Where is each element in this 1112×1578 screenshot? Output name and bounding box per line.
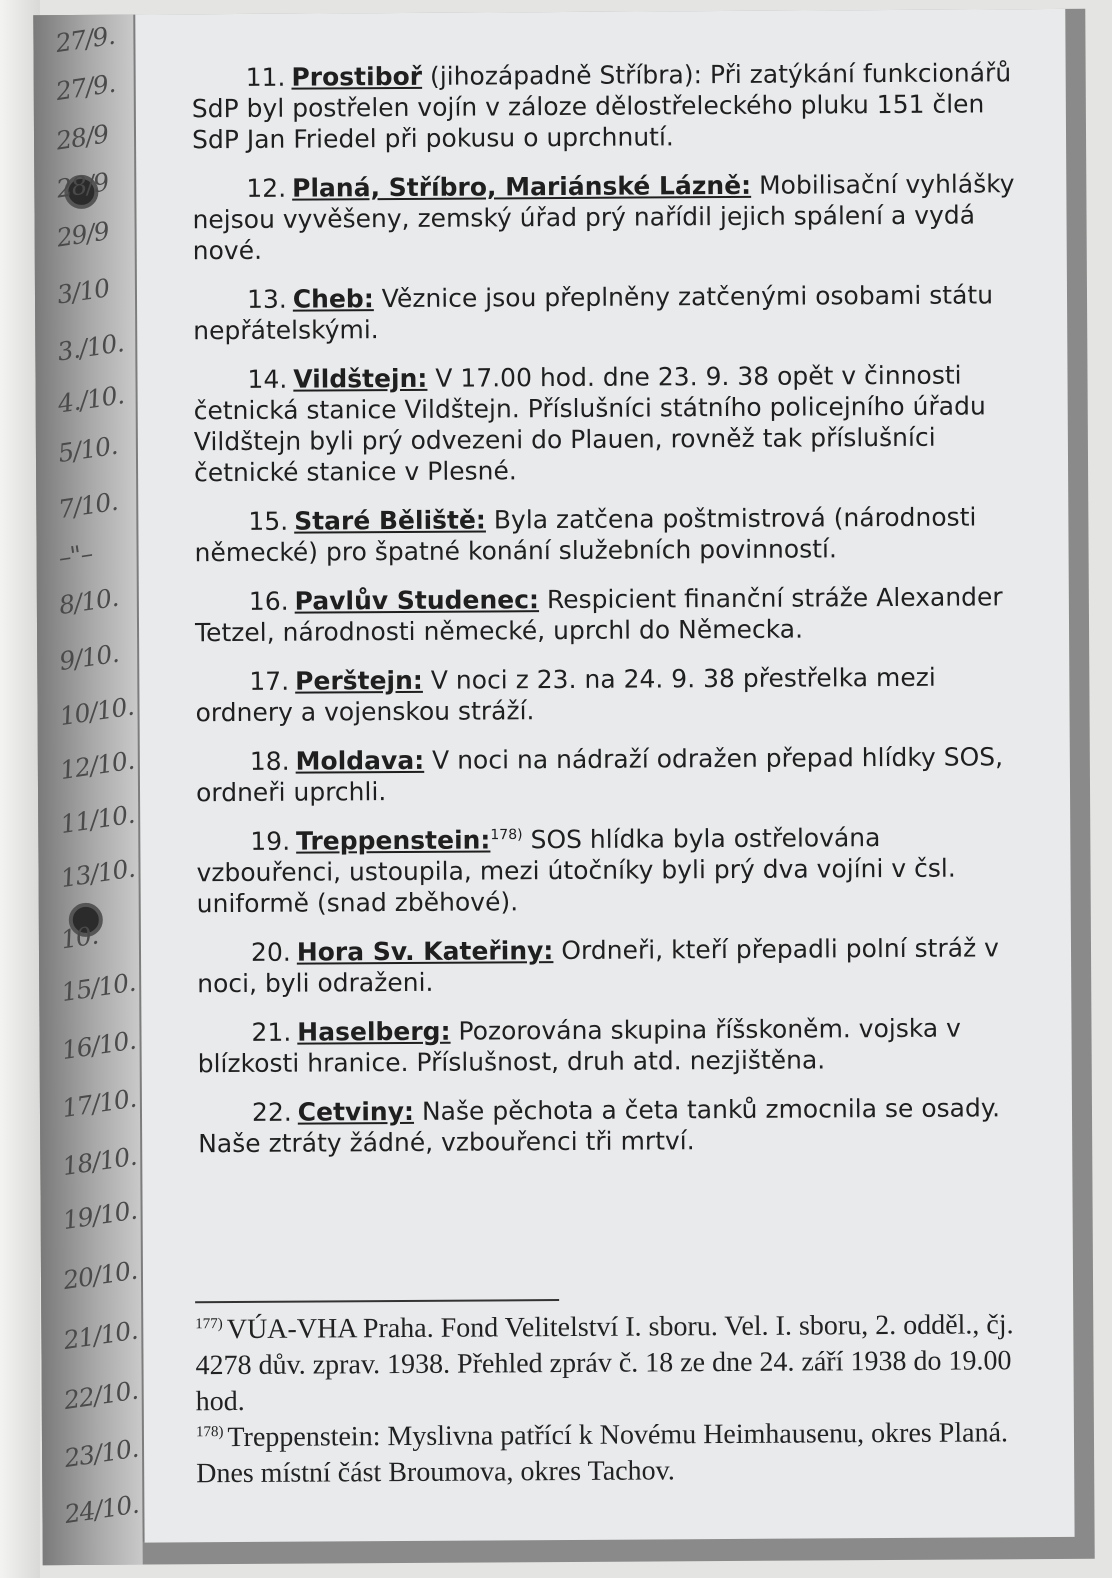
entry-number: 18. bbox=[249, 746, 290, 776]
report-entry bbox=[195, 581, 1025, 648]
report-entry bbox=[195, 661, 1025, 728]
margin-date: 22/10. bbox=[61, 1375, 140, 1416]
margin-date: 17/10. bbox=[60, 1083, 138, 1124]
document-page bbox=[133, 9, 1074, 1543]
entry-place: Treppenstein: bbox=[296, 825, 491, 856]
report-entry bbox=[196, 821, 1027, 919]
margin-date: 18/10. bbox=[60, 1141, 138, 1182]
entry-text: SOS hlídka byla ostřelována vzbouřenci, ustoupila, mezi útočníky byli prý dva vojíni v čsl. uniformě (snad zběhové). bbox=[196, 823, 956, 919]
entry-text: Pozorována skupina říšskoněm. vojska v blízkosti hranice. Příslušnost, druh atd. nezjištěna. bbox=[197, 1013, 962, 1079]
entry-place: Staré Běliště: bbox=[294, 505, 486, 536]
margin-date: –"– bbox=[56, 538, 95, 573]
footnote-mark: 177) bbox=[195, 1315, 223, 1332]
report-entry bbox=[193, 359, 1024, 488]
margin-date: 28/9 bbox=[54, 119, 110, 156]
margin-date: 27/9. bbox=[53, 68, 117, 107]
report-entry bbox=[193, 279, 1023, 346]
margin-date: 13/10. bbox=[58, 853, 137, 894]
entry-text: V noci na nádraží odražen přepad hlídky SOS, ordneři uprchli. bbox=[195, 742, 1004, 808]
margin-date: 16/10. bbox=[59, 1025, 138, 1066]
footnote-mark: 178) bbox=[195, 1423, 224, 1440]
entry-number: 21. bbox=[251, 1017, 292, 1047]
margin-date: 21/10. bbox=[61, 1315, 140, 1356]
entry-text: Věznice jsou přeplněny zatčenými osobami státu nepřátelskými. bbox=[193, 280, 994, 346]
margin-date: 29/9 bbox=[54, 216, 111, 253]
report-entry bbox=[192, 57, 1023, 155]
entry-number: 12. bbox=[246, 173, 287, 203]
report-entry bbox=[194, 501, 1024, 568]
margin-date: 27/9. bbox=[53, 20, 117, 59]
entry-number: 19. bbox=[250, 826, 291, 856]
margin-date: 4./10. bbox=[55, 380, 126, 419]
entry-text: Mobilisační vyhlášky nejsou vyvěšeny, zemský úřad prý nařídil jejich spálení a vydá nové. bbox=[192, 169, 1015, 266]
entry-place: Vildštejn: bbox=[293, 363, 428, 394]
entry-place: Haselberg: bbox=[297, 1016, 451, 1047]
entry-number: 22. bbox=[251, 1097, 292, 1127]
entry-place: Cheb: bbox=[292, 284, 374, 314]
entry-text: Naše pěchota a četa tanků zmocnila se osady. Naše ztráty žádné, vzbouřenci tři mrtví. bbox=[198, 1093, 1001, 1159]
footnote bbox=[195, 1307, 1046, 1420]
margin-date: 3/10 bbox=[55, 273, 111, 310]
margin-date: 15/10. bbox=[59, 967, 137, 1008]
entry-text: Ordneři, kteří přepadli polní stráž v noci, byli odraženi. bbox=[197, 933, 999, 999]
report-entry bbox=[197, 1012, 1027, 1079]
entry-number: 11. bbox=[245, 62, 286, 92]
report-entry bbox=[192, 168, 1023, 266]
entry-place: Hora Sv. Kateřiny: bbox=[296, 936, 554, 967]
page-frame bbox=[33, 9, 1094, 1565]
margin-date: 9/10. bbox=[57, 638, 121, 677]
footnote-text: Treppenstein: Myslivna patřící k Novému Heimhausenu, okres Planá. Dnes místní část Broumova, okres Tachov. bbox=[196, 1417, 1009, 1490]
margin-date: 7/10. bbox=[56, 486, 120, 525]
entry-place: Cetviny: bbox=[297, 1096, 415, 1127]
margin-date: 19/10. bbox=[60, 1195, 139, 1236]
date-margin bbox=[33, 15, 142, 1566]
margin-date: 5/10. bbox=[56, 430, 119, 469]
report-entry bbox=[197, 932, 1027, 999]
entry-text: V 17.00 hod. dne 23. 9. 38 opět v činnosti četnická stanice Vildštejn. Příslušníci státního policejního úřadu Vildštejn byli prý odvezeni do Plauen, rovněž tak příslušníci četnické stanice v Plesné. bbox=[193, 360, 986, 488]
margin-date: 10. bbox=[58, 920, 100, 955]
entry-place: Prostiboř bbox=[291, 61, 423, 92]
report-entry bbox=[196, 741, 1026, 808]
footnote-reference: 178) bbox=[490, 826, 523, 844]
entry-number: 13. bbox=[246, 284, 287, 314]
footnote bbox=[196, 1415, 1046, 1492]
margin-date: 24/10. bbox=[62, 1489, 141, 1530]
margin-date: 28/9 bbox=[54, 167, 111, 204]
entry-place: Moldava: bbox=[295, 745, 425, 776]
entry-place: Perštejn: bbox=[295, 665, 423, 696]
entry-number: 15. bbox=[248, 506, 289, 536]
footnote-text: VÚA-VHA Praha. Fond Velitelství I. sboru. Vel. I. sboru, 2. odděl., čj. 4278 dův. zprav. 1938. Přehled zpráv č. 18 ze dne 24. září 1938 do 19.00 hod. bbox=[195, 1309, 1014, 1418]
entry-number: 20. bbox=[250, 937, 291, 967]
footnotes bbox=[195, 1307, 1046, 1492]
entry-number: 16. bbox=[248, 586, 289, 616]
report-entry bbox=[198, 1092, 1028, 1159]
entry-text: Respicient finanční stráže Alexander Tetzel, národnosti německé, uprchl do Německa. bbox=[194, 582, 1003, 648]
entry-number: 17. bbox=[249, 666, 290, 696]
entry-text: Byla zatčena poštmistrová (národnosti německé) pro špatné konání služebních povinností. bbox=[194, 502, 977, 568]
footnote-divider bbox=[195, 1299, 559, 1303]
margin-date: 12/10. bbox=[58, 745, 136, 786]
entry-place: Planá, Stříbro, Mariánské Lázně: bbox=[292, 170, 752, 203]
margin-date: 10/10. bbox=[57, 691, 136, 732]
margin-date: 23/10. bbox=[62, 1433, 140, 1474]
entry-place: Pavlův Studenec: bbox=[294, 585, 540, 616]
entry-text: V noci z 23. na 24. 9. 38 přestřelka mezi ordnery a vojenskou stráží. bbox=[195, 662, 936, 728]
margin-date: 3./10. bbox=[55, 328, 126, 367]
margin-date: 20/10. bbox=[61, 1255, 139, 1296]
margin-date: 11/10. bbox=[58, 799, 136, 840]
entry-number: 14. bbox=[247, 364, 288, 394]
entry-text: (jihozápadně Stříbra): Při zatýkání funkcionářů SdP byl postřelen vojín v záloze dělostřeleckého pluku 151 člen SdP Jan Friedel při pokusu o uprchnutí. bbox=[191, 58, 1012, 155]
report-entries bbox=[192, 57, 1029, 1177]
margin-date: 8/10. bbox=[57, 582, 120, 621]
